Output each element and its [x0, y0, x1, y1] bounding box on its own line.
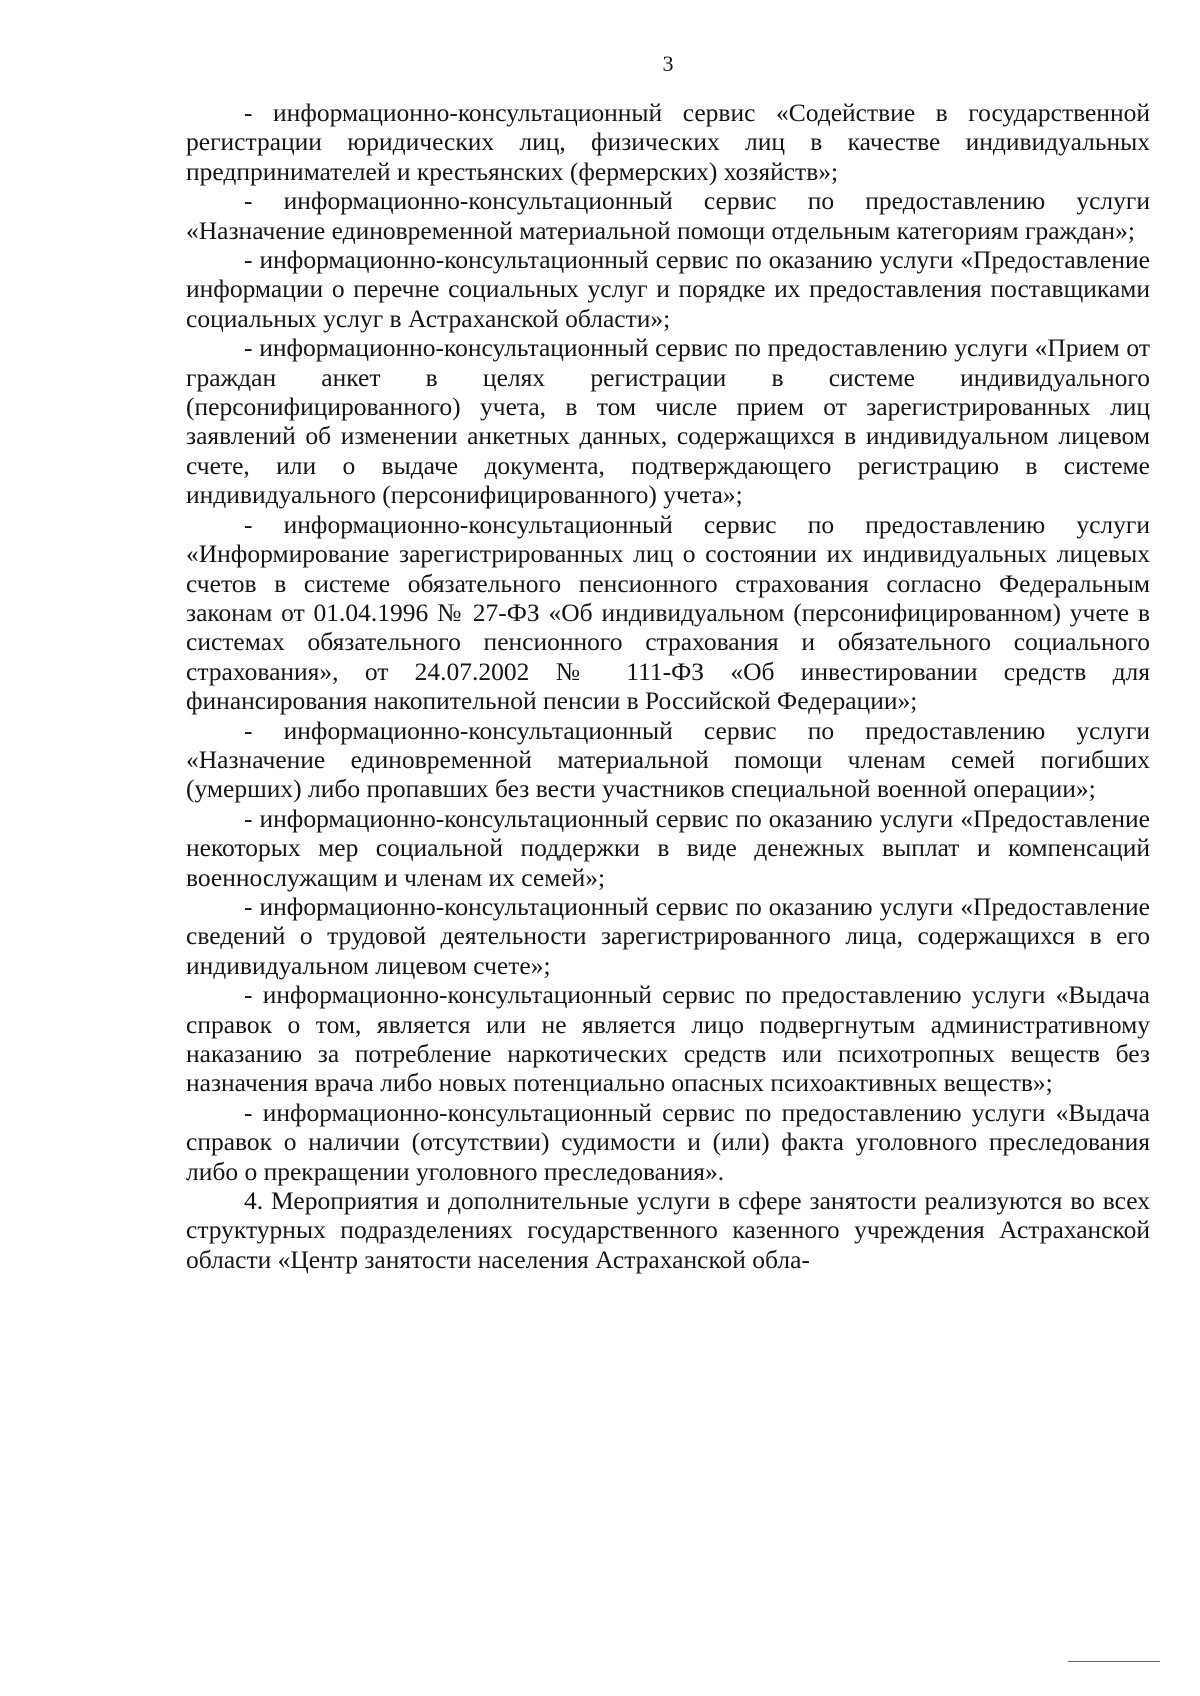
paragraph: - информационно-консультационный сервис по предоставлению услуги «Назначение единовременной материальной помощи отдельным категориям граждан»;	[186, 186, 1150, 245]
document-body	[186, 98, 1150, 1274]
paragraph: - информационно-консультационный сервис по предоставлению услуги «Назначение единовременной материальной помощи членам семей погибших (умерших) либо пропавших без вести участников специальной военной операции»;	[186, 715, 1150, 804]
scan-edge-line	[1068, 1661, 1160, 1662]
paragraph: - информационно-консультационный сервис по оказанию услуги «Предоставление информации о перечне социальных услуг и порядке их предоставления поставщиками социальных услуг в Астраханской области»;	[186, 245, 1150, 333]
paragraph: - информационно-консультационный сервис «Содействие в государственной регистрации юридических лиц, физических лиц в качестве индивидуальных предпринимателей и крестьянских (фермерских) хозяйств»;	[186, 98, 1150, 186]
page-number: 3	[662, 51, 674, 76]
paragraph: 4. Мероприятия и дополнительные услуги в сфере занятости реализуются во всех структурных подразделениях государственного казенного учреждения Астраханской области «Центр занятости населения Астраханской обла-	[186, 1186, 1150, 1274]
paragraph: - информационно-консультационный сервис по предоставлению услуги «Прием от граждан анкет в целях регистрации в системе индивидуального (персонифицированного) учета, в том числе прием от зарегистрированных лиц заявлений об изменении анкетных данных, содержащихся в индивидуальном лицевом счете, или о выдаче документа, подтверждающего регистрацию в системе индивидуального (персонифицированного) учета»;	[186, 333, 1150, 510]
paragraph: - информационно-консультационный сервис по предоставлению услуги «Выдача справок о том, является или не является лицо подвергнутым административному наказанию за потребление наркотических средств или психотропных веществ без назначения врача либо новых потенциально опасных психоактивных веществ»;	[186, 980, 1150, 1098]
paragraph: - информационно-консультационный сервис по предоставлению услуги «Выдача справок о наличии (отсутствии) судимости и (или) факта уголовного преследования либо о прекращении уголовного преследования».	[186, 1097, 1150, 1186]
paragraph: - информационно-консультационный сервис по оказанию услуги «Предоставление сведений о трудовой деятельности зарегистрированного лица, содержащихся в его индивидуальном лицевом счете»;	[186, 891, 1150, 980]
paragraph: - информационно-консультационный сервис по предоставлению услуги «Информирование зарегистрированных лиц о состоянии их индивидуальных лицевых счетов в системе обязательного пенсионного страхования согласно Федеральным законам от 01.04.1996 № 27-ФЗ «Об индивидуальном (персонифицированном) учете в системах обязательного пенсионного страхования и обязательного социального страхования», от 24.07.2002 № 111-ФЗ «Об инвестировании средств для финансирования накопительной пенсии в Российской Федерации»;	[186, 509, 1150, 716]
paragraph: - информационно-консультационный сервис по оказанию услуги «Предоставление некоторых мер социальной поддержки в виде денежных выплат и компенсаций военнослужащим и членам их семей»;	[186, 803, 1150, 892]
